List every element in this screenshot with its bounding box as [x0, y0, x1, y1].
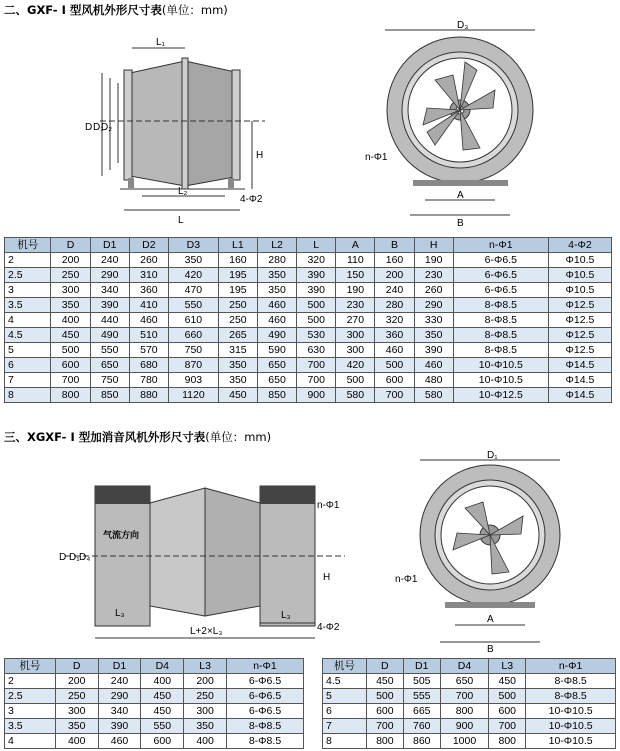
table-cell: 550 [168, 298, 218, 313]
table-cell: 200 [51, 253, 90, 268]
label-D1: D₁ [93, 122, 104, 133]
table-cell: 6-Φ6.5 [453, 283, 548, 298]
column-header: D3 [168, 238, 218, 253]
table-cell: 450 [218, 388, 257, 403]
table-cell: 340 [90, 283, 129, 298]
table-cell: 6 [323, 704, 367, 719]
section1-unit: (单位：mm) [161, 3, 228, 17]
label-total-length: L+2×L₃ [190, 626, 223, 637]
table-cell: 200 [184, 674, 227, 689]
table-cell: 350 [218, 358, 257, 373]
column-header: D4 [440, 659, 489, 674]
table-cell: 6-Φ6.5 [453, 253, 548, 268]
table-cell: 860 [403, 734, 440, 749]
table-cell: 600 [51, 358, 90, 373]
table-cell: 900 [297, 388, 336, 403]
table-cell: 460 [129, 313, 168, 328]
column-header: 机号 [323, 659, 367, 674]
table-cell: 260 [129, 253, 168, 268]
table-cell: 650 [90, 358, 129, 373]
table-cell: 280 [257, 253, 296, 268]
label-airflow: 气流方向 [103, 530, 140, 540]
table-cell: 680 [129, 358, 168, 373]
table-row [5, 358, 612, 373]
table-cell: 555 [403, 689, 440, 704]
table-cell: 110 [336, 253, 375, 268]
table-cell: 350 [257, 283, 296, 298]
table-cell: 8-Φ8.5 [227, 719, 304, 734]
table-cell: 600 [141, 734, 184, 749]
table-cell: 4 [5, 313, 51, 328]
table-cell: 310 [129, 268, 168, 283]
table-row [5, 253, 612, 268]
table-cell: 800 [51, 388, 90, 403]
table-cell: 780 [129, 373, 168, 388]
table-row [5, 268, 612, 283]
table-cell: 200 [375, 268, 414, 283]
table-cell: 2 [5, 253, 51, 268]
table-cell: Φ14.5 [548, 358, 611, 373]
table-cell: 390 [297, 283, 336, 298]
table-cell: 190 [414, 253, 453, 268]
table-cell: 510 [129, 328, 168, 343]
gxf-front-view-drawing [365, 20, 540, 230]
label-B: B [457, 218, 464, 229]
table-cell: Φ12.5 [548, 328, 611, 343]
table-cell: 250 [51, 268, 90, 283]
column-header: D1 [90, 238, 129, 253]
table-cell: 505 [403, 674, 440, 689]
table-cell: 10-Φ10.5 [526, 719, 616, 734]
table-cell: 500 [297, 313, 336, 328]
table-cell: 870 [168, 358, 218, 373]
table-cell: 470 [168, 283, 218, 298]
table-cell: 440 [90, 313, 129, 328]
section1-title-text: 二、GXF- I 型风机外形尺寸表 [4, 3, 162, 17]
table-cell: 4.5 [5, 328, 51, 343]
table-cell: 390 [98, 719, 141, 734]
table-cell: 760 [403, 719, 440, 734]
table-cell: 360 [375, 328, 414, 343]
table-cell: 570 [129, 343, 168, 358]
table-cell: 290 [98, 689, 141, 704]
table-row [5, 283, 612, 298]
column-header: L1 [218, 238, 257, 253]
table-cell: 700 [297, 373, 336, 388]
section2-title-text: 三、XGXF- I 型加消音风机外形尺寸表 [4, 430, 206, 444]
table-row [5, 343, 612, 358]
table-cell: 480 [414, 373, 453, 388]
table-row [5, 388, 612, 403]
table-cell: 290 [90, 268, 129, 283]
table-cell: 700 [366, 719, 403, 734]
table-cell: 260 [414, 283, 453, 298]
table-cell: 450 [489, 674, 526, 689]
table-cell: 350 [218, 373, 257, 388]
table-cell: 280 [375, 298, 414, 313]
table-cell: 700 [440, 689, 489, 704]
table-cell: 450 [141, 689, 184, 704]
table-cell: 630 [297, 343, 336, 358]
column-header: D [51, 238, 90, 253]
table-cell: 610 [168, 313, 218, 328]
table-cell: 6-Φ6.5 [227, 674, 304, 689]
table-row [5, 704, 304, 719]
label-D: D [59, 552, 67, 563]
table-cell: 530 [297, 328, 336, 343]
table-cell: 10-Φ10.5 [526, 734, 616, 749]
table-cell: 300 [184, 704, 227, 719]
column-header: D1 [98, 659, 141, 674]
table-row [323, 734, 616, 749]
label-4-phi2: 4-Φ2 [317, 622, 340, 633]
label-H: H [256, 150, 264, 161]
table-cell: 750 [90, 373, 129, 388]
table-cell: 660 [168, 328, 218, 343]
table-cell: 850 [257, 388, 296, 403]
table-cell: 420 [336, 358, 375, 373]
label-A: A [457, 190, 464, 201]
table-cell: 400 [184, 734, 227, 749]
label-B: B [487, 644, 494, 655]
gxf-dimension-table [4, 237, 612, 403]
table-cell: 230 [336, 298, 375, 313]
table-cell: 580 [336, 388, 375, 403]
table-cell: 400 [55, 734, 98, 749]
label-A: A [487, 614, 494, 625]
table-cell: 4 [5, 734, 56, 749]
table-cell: 450 [51, 328, 90, 343]
column-header: H [414, 238, 453, 253]
table-cell: 160 [375, 253, 414, 268]
label-D3: D₃ [457, 20, 469, 31]
label-D1: D₁ [69, 552, 80, 563]
label-4-phi2: 4-Φ2 [240, 194, 263, 205]
table-cell: 6-Φ6.5 [227, 704, 304, 719]
table-cell: 8-Φ8.5 [453, 328, 548, 343]
column-header: L3 [184, 659, 227, 674]
table-cell: 6 [5, 358, 51, 373]
table-cell: 450 [141, 704, 184, 719]
table-cell: 10-Φ10.5 [453, 358, 548, 373]
table-cell: 550 [141, 719, 184, 734]
table-row [5, 689, 304, 704]
table-cell: 8 [323, 734, 367, 749]
label-D: D [85, 122, 93, 133]
section1-title [4, 2, 228, 18]
column-header: D1 [403, 659, 440, 674]
table-cell: 460 [375, 343, 414, 358]
column-header: A [336, 238, 375, 253]
xgxf-side-view-drawing [55, 448, 355, 653]
table-cell: 350 [55, 719, 98, 734]
table-cell: 10-Φ12.5 [453, 388, 548, 403]
table-cell: 700 [51, 373, 90, 388]
table-cell: 600 [366, 704, 403, 719]
table-cell: 350 [257, 268, 296, 283]
table-cell: 2 [5, 674, 56, 689]
table-cell: 8-Φ8.5 [227, 734, 304, 749]
table-cell: 290 [414, 298, 453, 313]
table-cell: 250 [55, 689, 98, 704]
column-header: L3 [489, 659, 526, 674]
table-cell: 650 [440, 674, 489, 689]
table-cell: 8-Φ8.5 [453, 313, 548, 328]
table-cell: 315 [218, 343, 257, 358]
table-row [5, 298, 612, 313]
table-cell: 650 [257, 358, 296, 373]
table-cell: 200 [55, 674, 98, 689]
table-cell: 500 [336, 373, 375, 388]
table-cell: 500 [297, 298, 336, 313]
table-row [323, 674, 616, 689]
table-cell: 250 [218, 313, 257, 328]
table-cell: 8-Φ8.5 [526, 674, 616, 689]
table-cell: 8-Φ8.5 [526, 689, 616, 704]
label-n-phi1: n-Φ1 [365, 152, 388, 163]
table-cell: 350 [51, 298, 90, 313]
table-cell: 10-Φ10.5 [453, 373, 548, 388]
table-cell: 270 [336, 313, 375, 328]
table-cell: 550 [90, 343, 129, 358]
column-header: L [297, 238, 336, 253]
table-cell: Φ14.5 [548, 373, 611, 388]
table-cell: 190 [336, 283, 375, 298]
table-cell: 265 [218, 328, 257, 343]
label-D1: D₁ [487, 450, 498, 461]
table-cell: 10-Φ10.5 [526, 704, 616, 719]
table-cell: 665 [403, 704, 440, 719]
xgxf-dimension-table-left [4, 658, 304, 749]
label-L1: L₁ [156, 37, 165, 48]
table-cell: 330 [414, 313, 453, 328]
table-cell: 420 [168, 268, 218, 283]
table-cell: 580 [414, 388, 453, 403]
label-n-phi1: n-Φ1 [395, 574, 418, 585]
table-row [5, 674, 304, 689]
table-cell: 5 [5, 343, 51, 358]
table-cell: 500 [366, 689, 403, 704]
column-header: n-Φ1 [227, 659, 304, 674]
table-cell: 300 [51, 283, 90, 298]
table-cell: 250 [218, 298, 257, 313]
column-header: D2 [129, 238, 168, 253]
table-cell: Φ14.5 [548, 388, 611, 403]
table-cell: 460 [257, 298, 296, 313]
table-cell: 195 [218, 283, 257, 298]
table-cell: 390 [90, 298, 129, 313]
table-cell: 240 [98, 674, 141, 689]
table-cell: 460 [257, 313, 296, 328]
table-row [323, 719, 616, 734]
table-row [5, 328, 612, 343]
table-cell: 500 [489, 689, 526, 704]
table-cell: 6-Φ6.5 [453, 268, 548, 283]
table-cell: 300 [336, 328, 375, 343]
table-cell: 8 [5, 388, 51, 403]
table-cell: 300 [336, 343, 375, 358]
table-cell: 410 [129, 298, 168, 313]
table-cell: 240 [375, 283, 414, 298]
column-header: L2 [257, 238, 296, 253]
table-cell: 600 [375, 373, 414, 388]
table-cell: 600 [489, 704, 526, 719]
table-cell: 8-Φ8.5 [453, 343, 548, 358]
table-cell: 160 [218, 253, 257, 268]
table-cell: 700 [375, 388, 414, 403]
table-cell: 7 [323, 719, 367, 734]
label-D4: D₄ [79, 552, 91, 563]
table-cell: 3.5 [5, 298, 51, 313]
table-cell: 2.5 [5, 689, 56, 704]
table-cell: 900 [440, 719, 489, 734]
section2-title [4, 429, 271, 445]
table-cell: 3 [5, 704, 56, 719]
gxf-side-view-drawing [80, 18, 280, 233]
table-row [5, 734, 304, 749]
table-row [5, 313, 612, 328]
table-cell: 800 [366, 734, 403, 749]
table-cell: 650 [257, 373, 296, 388]
column-header: 4-Φ2 [548, 238, 611, 253]
table-cell: 880 [129, 388, 168, 403]
table-cell: 240 [90, 253, 129, 268]
table-cell: 1000 [440, 734, 489, 749]
table-cell: 590 [257, 343, 296, 358]
table-row [323, 689, 616, 704]
table-cell: 195 [218, 268, 257, 283]
table-cell: 390 [414, 343, 453, 358]
table-cell: 903 [168, 373, 218, 388]
table-cell: 150 [336, 268, 375, 283]
table-cell: 3.5 [5, 719, 56, 734]
table-cell: 230 [414, 268, 453, 283]
table-cell: Φ10.5 [548, 268, 611, 283]
table-cell: 490 [90, 328, 129, 343]
table-cell: 750 [168, 343, 218, 358]
label-H: H [323, 572, 331, 583]
column-header: n-Φ1 [526, 659, 616, 674]
column-header: B [375, 238, 414, 253]
table-row [323, 704, 616, 719]
label-n-phi1: n-Φ1 [317, 500, 340, 511]
label-D2: D₂ [101, 122, 113, 133]
table-cell: Φ12.5 [548, 343, 611, 358]
label-L2: L₂ [178, 186, 188, 197]
table-cell: 500 [51, 343, 90, 358]
table-cell: 5 [323, 689, 367, 704]
table-cell: 2.5 [5, 268, 51, 283]
table-row [5, 373, 612, 388]
table-cell: 300 [55, 704, 98, 719]
table-cell: 6-Φ6.5 [227, 689, 304, 704]
table-cell: Φ10.5 [548, 253, 611, 268]
table-cell: 320 [297, 253, 336, 268]
label-L3: L₃ [115, 608, 125, 619]
column-header: n-Φ1 [453, 238, 548, 253]
column-header: D [366, 659, 403, 674]
table-cell: 7 [5, 373, 51, 388]
xgxf-dimension-table-right [322, 658, 616, 749]
xgxf-front-view-drawing [395, 450, 565, 655]
table-cell: 320 [375, 313, 414, 328]
table-cell: 400 [141, 674, 184, 689]
section2-unit: (单位：mm) [205, 430, 272, 444]
column-header: 机号 [5, 659, 56, 674]
label-L3-right: L₃ [281, 610, 291, 621]
table-cell: 490 [257, 328, 296, 343]
table-cell: 700 [489, 719, 526, 734]
column-header: 机号 [5, 238, 51, 253]
label-L: L [178, 215, 184, 226]
table-cell: 8-Φ8.5 [453, 298, 548, 313]
table-cell: Φ10.5 [548, 283, 611, 298]
table-cell: 450 [366, 674, 403, 689]
table-cell: 250 [184, 689, 227, 704]
table-cell: 500 [375, 358, 414, 373]
table-cell: 460 [98, 734, 141, 749]
table-cell: 350 [414, 328, 453, 343]
table-cell: 4.5 [323, 674, 367, 689]
table-cell: 400 [51, 313, 90, 328]
table-cell: 390 [297, 268, 336, 283]
column-header: D [55, 659, 98, 674]
table-cell: 800 [440, 704, 489, 719]
table-row [5, 719, 304, 734]
column-header: D4 [141, 659, 184, 674]
table-cell: 850 [90, 388, 129, 403]
table-cell: 1120 [168, 388, 218, 403]
table-cell: 700 [297, 358, 336, 373]
table-cell: 340 [98, 704, 141, 719]
table-cell: Φ12.5 [548, 298, 611, 313]
table-cell: 350 [168, 253, 218, 268]
table-cell: 800 [489, 734, 526, 749]
table-cell: Φ12.5 [548, 313, 611, 328]
table-cell: 3 [5, 283, 51, 298]
table-cell: 460 [414, 358, 453, 373]
table-cell: 360 [129, 283, 168, 298]
table-cell: 350 [184, 719, 227, 734]
